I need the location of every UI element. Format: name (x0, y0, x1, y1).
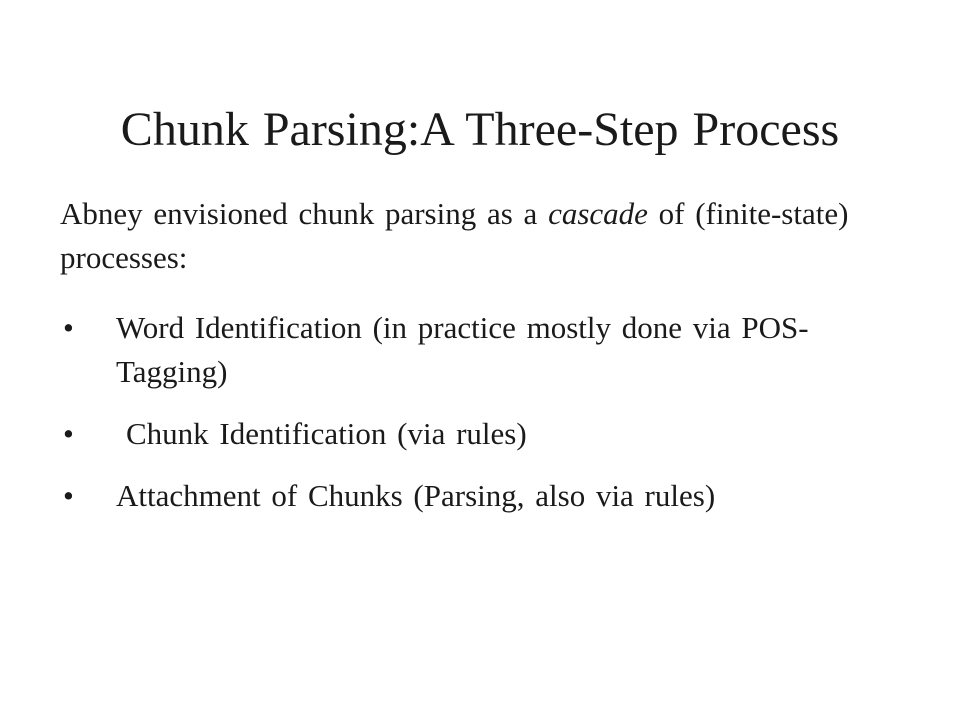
intro-paragraph (60, 192, 880, 280)
intro-text-end: of (finite-state) processes: (60, 196, 849, 275)
intro-emphasis: cascade (548, 196, 648, 231)
bullet-item-word-identification (60, 306, 900, 394)
intro-text-start: Abney envisioned chunk parsing as a (60, 196, 549, 231)
bullet-icon: • (63, 416, 74, 451)
bullet-list (60, 306, 900, 518)
slide-title: Chunk Parsing:A Three-Step Process (120, 103, 840, 156)
bullet-item-chunk-identification (60, 412, 900, 456)
bullet-icon: • (63, 478, 74, 513)
bullet-item-attachment-of-chunks (60, 474, 900, 518)
bullet-text: Word Identification (in practice mostly done via POS-Tagging) (116, 310, 809, 389)
bullet-icon: • (63, 310, 74, 345)
bullet-text: Attachment of Chunks (Parsing, also via rules) (116, 478, 716, 513)
bullet-text: Chunk Identification (via rules) (126, 416, 527, 451)
